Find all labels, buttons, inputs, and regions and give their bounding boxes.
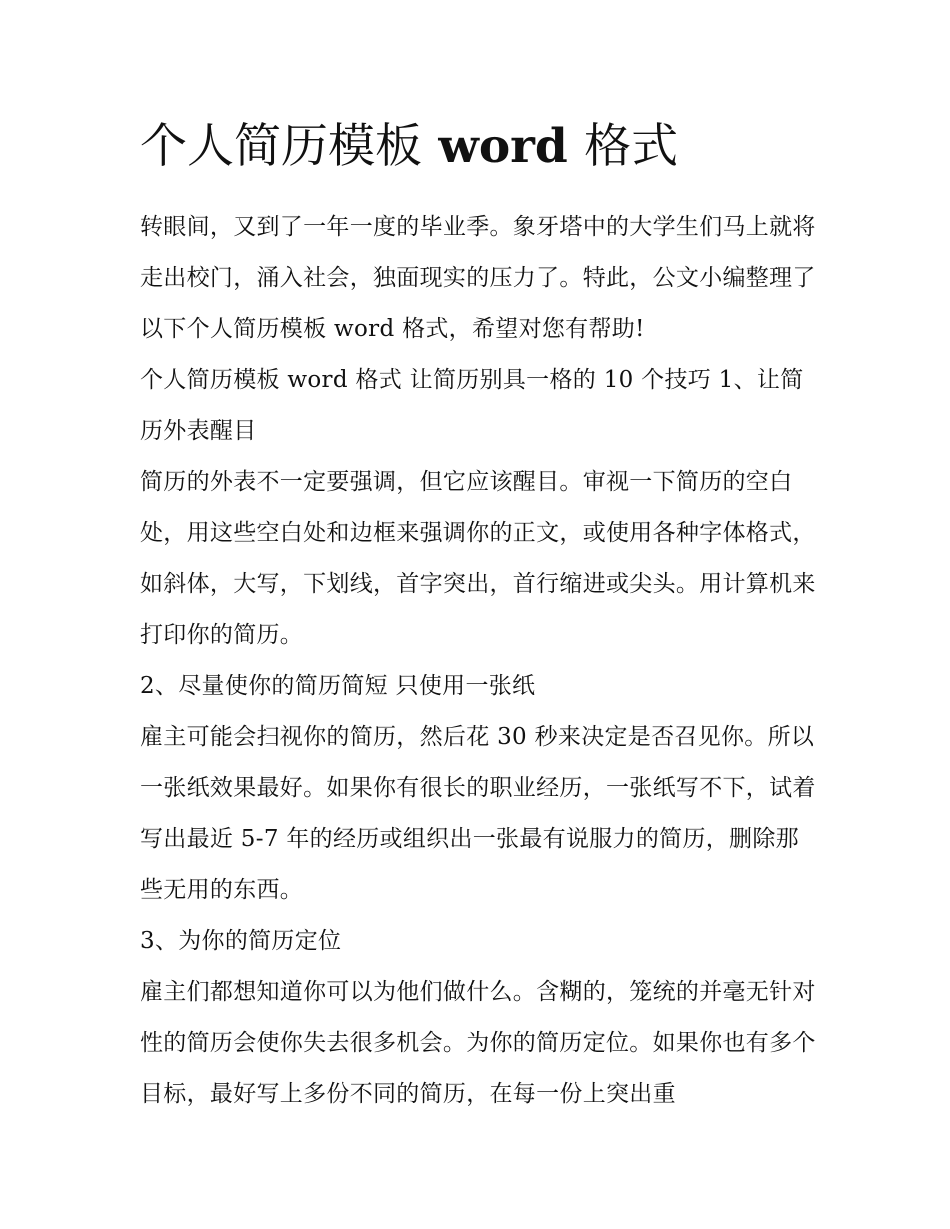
document-title — [140, 112, 820, 182]
title-prefix: 个人简历模板 — [140, 119, 422, 174]
paragraph-tip-3-heading: 3、为你的简历定位 — [140, 928, 342, 954]
document-page — [140, 112, 820, 1120]
paragraph-tip-2-body: 雇主可能会扫视你的简历，然后花 30 秒来决定是否召见你。所以一张纸效果最好。如果你有很长的职业经历，一张纸写不下，试着写出最近 5-7 年的经历或组织出一张最有说服力的简历，删除那些无用的东西。 — [140, 724, 816, 903]
paragraph-tip-1-body: 简历的外表不一定要强调，但它应该醒目。审视一下简历的空白处，用这些空白处和边框来强调你的正文，或使用各种字体格式，如斜体，大写，下划线，首字突出，首行缩进或尖头。用计算机来打印你的简历。 — [140, 469, 816, 648]
paragraph-tip-1-heading: 个人简历模板 word 格式 让简历别具一格的 10 个技巧 1、让简历外表醒目 — [140, 367, 804, 444]
title-latin: word — [422, 119, 585, 174]
title-suffix: 格式 — [584, 119, 679, 174]
paragraph-intro: 转眼间，又到了一年一度的毕业季。象牙塔中的大学生们马上就将走出校门，涌入社会，独面现实的压力了。特此，公文小编整理了以下个人简历模板 word 格式，希望对您有帮助! — [140, 214, 816, 342]
paragraph-tip-2-heading: 2、尽量使你的简历简短 只使用一张纸 — [140, 673, 536, 699]
paragraph-tip-3-body: 雇主们都想知道你可以为他们做什么。含糊的，笼统的并毫无针对性的简历会使你失去很多机会。为你的简历定位。如果你也有多个目标，最好写上多份不同的简历，在每一份上突出重 — [140, 979, 816, 1107]
